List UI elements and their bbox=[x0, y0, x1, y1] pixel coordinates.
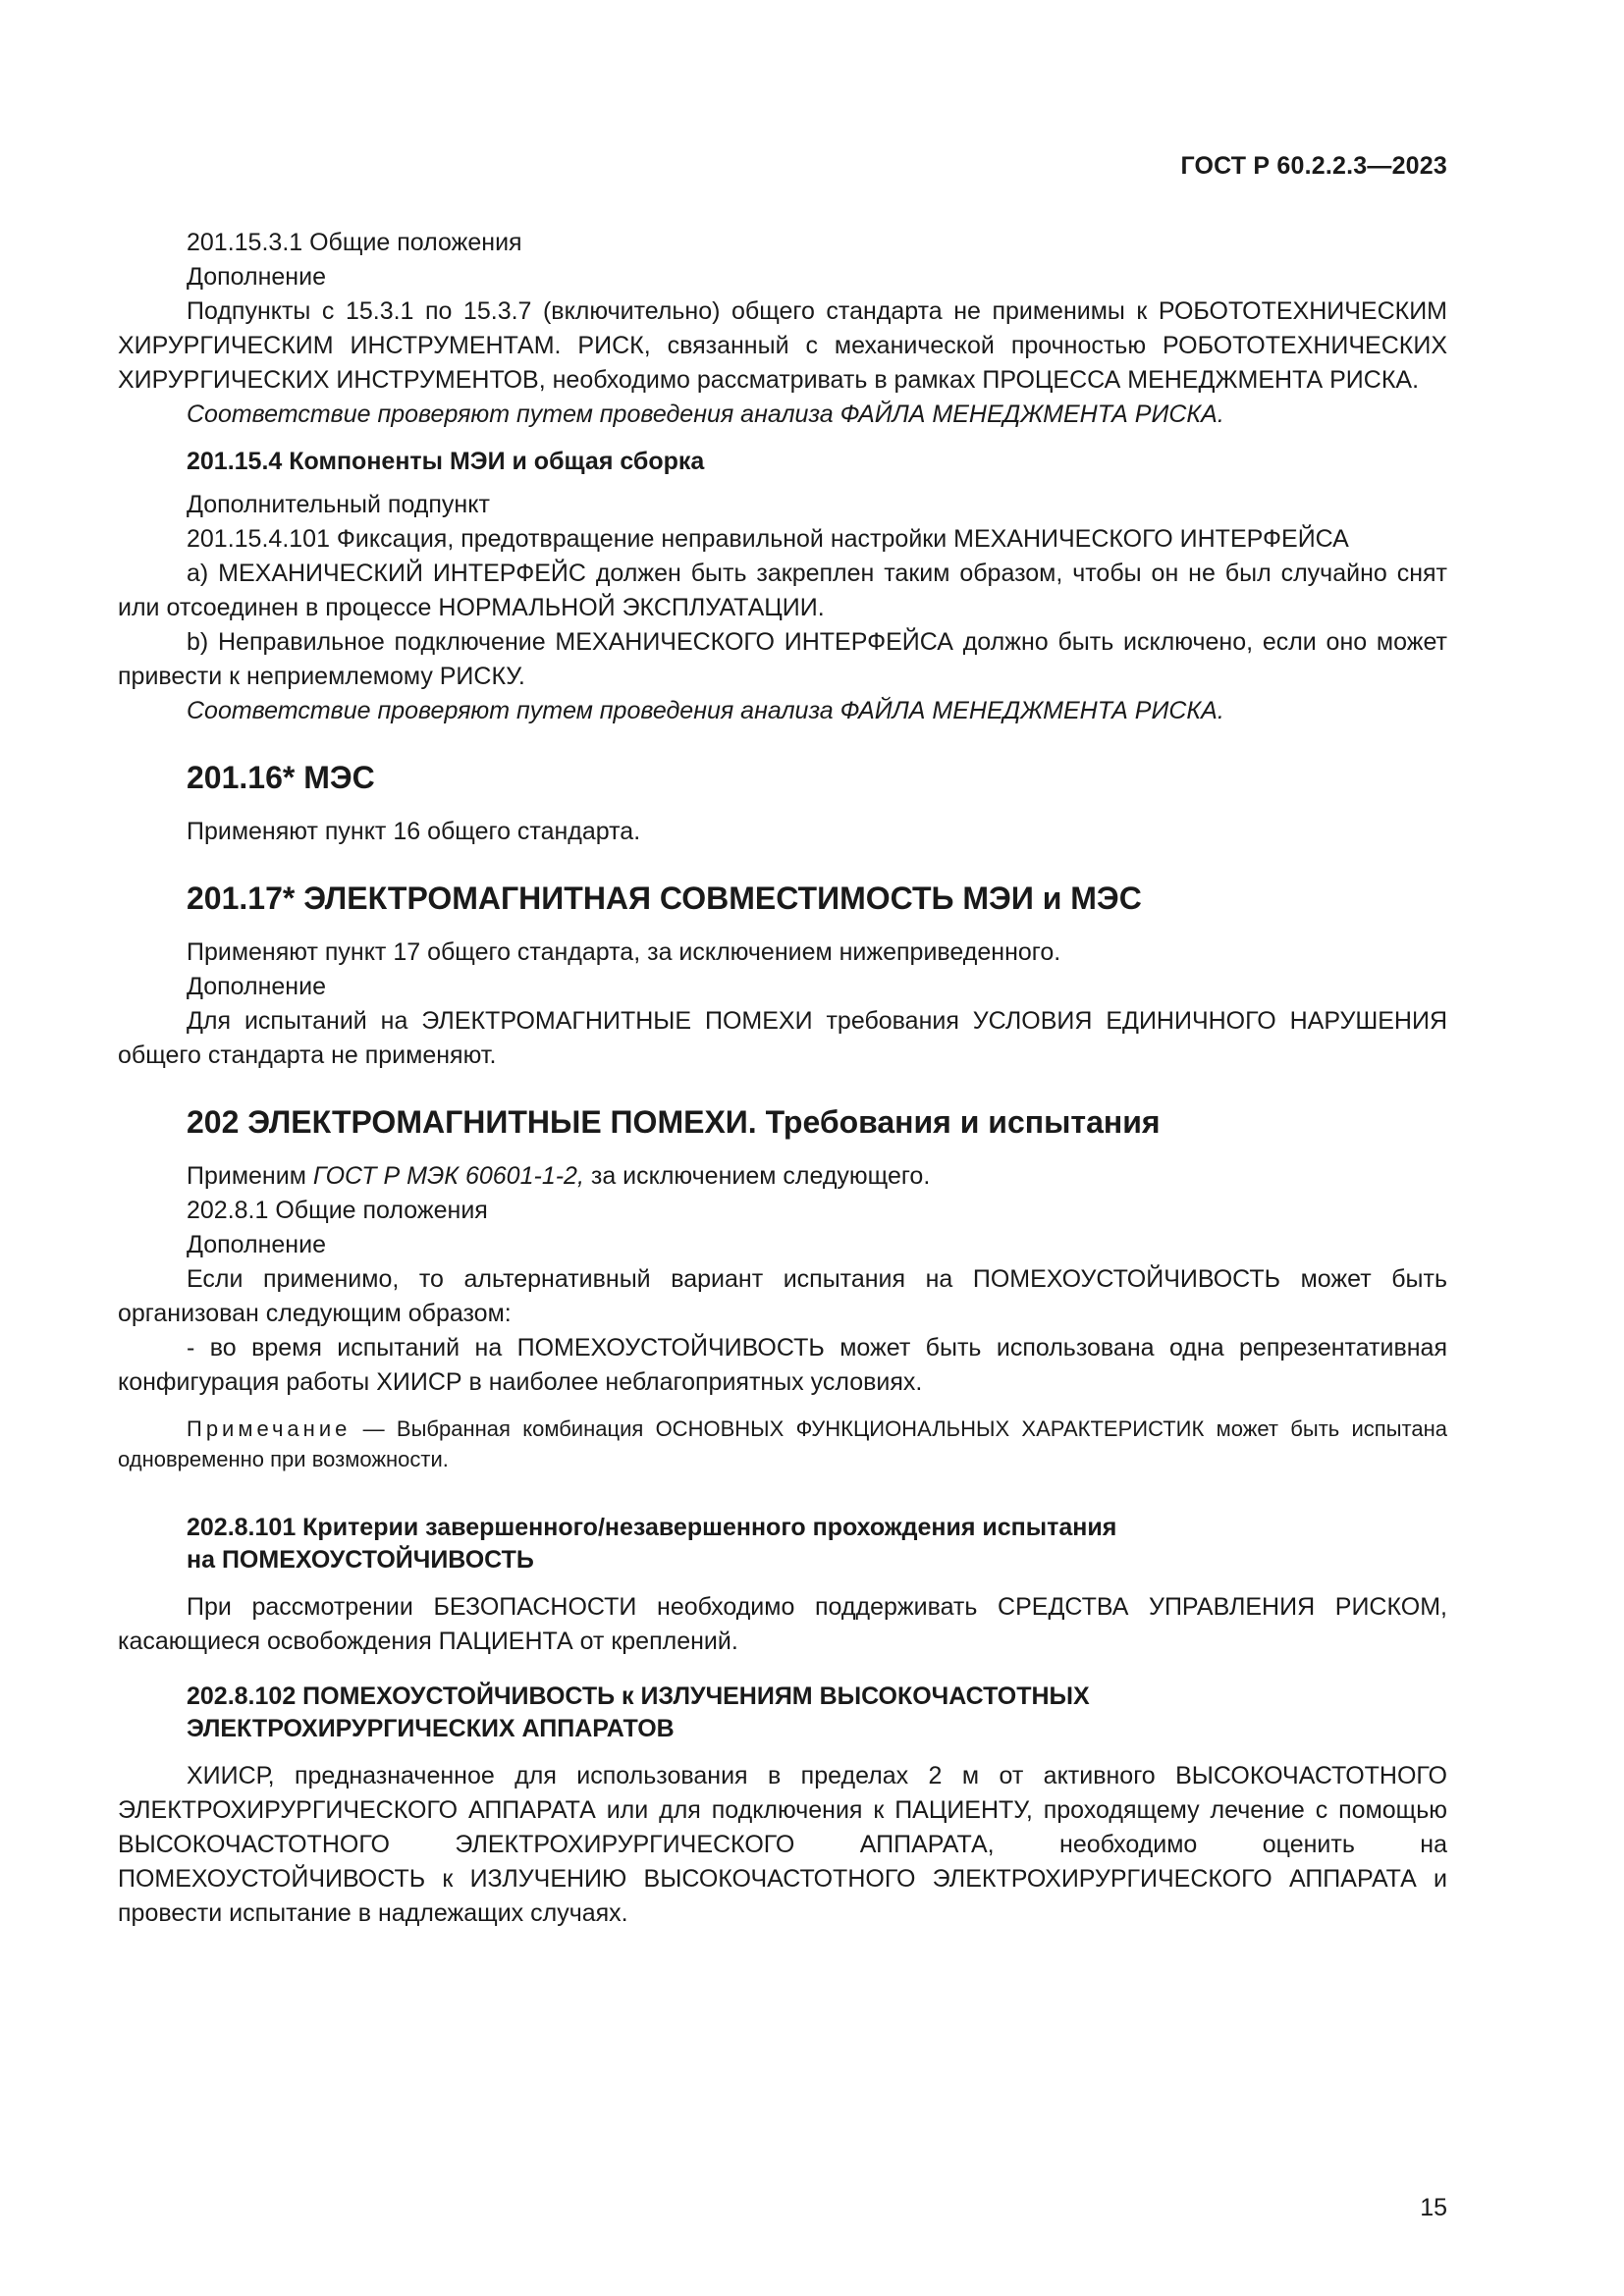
paragraph: Для испытаний на ЭЛЕКТРОМАГНИТНЫЕ ПОМЕХИ требования УСЛОВИЯ ЕДИНИЧНОГО НАРУШЕНИЯ общего стандарта не применяют. bbox=[118, 1007, 1447, 1069]
clause-number: 202.8.1 Общие положения bbox=[187, 1197, 488, 1224]
paragraph: Если применимо, то альтернативный вариант испытания на ПОМЕХОУСТОЙЧИВОСТЬ может быть организован следующим образом: bbox=[118, 1265, 1447, 1327]
heading-line: 202.8.101 Критерии завершенного/незавершенного прохождения испытания bbox=[187, 1514, 1117, 1541]
document-page bbox=[118, 0, 1447, 2296]
section-heading: 201.15.4 Компоненты МЭИ и общая сборка bbox=[187, 448, 705, 475]
compliance-check: Соответствие проверяют путем проведения анализа ФАЙЛА МЕНЕДЖМЕНТА РИСКА. bbox=[187, 697, 1224, 724]
list-item-b: b) Неправильное подключение МЕХАНИЧЕСКОГО ИНТЕРФЕЙСА должно быть исключено, если оно может привести к неприемлемому РИСКУ. bbox=[118, 628, 1447, 690]
paragraph: Применяют пункт 16 общего стандарта. bbox=[187, 818, 641, 845]
section-heading bbox=[118, 1681, 1447, 1745]
compliance-check: Соответствие проверяют путем проведения анализа ФАЙЛА МЕНЕДЖМЕНТА РИСКА. bbox=[187, 400, 1224, 428]
paragraph-reference bbox=[118, 1159, 1447, 1194]
addition-label: Дополнение bbox=[187, 1231, 326, 1258]
paragraph: При рассмотрении БЕЗОПАСНОСТИ необходимо поддерживать СРЕДСТВА УПРАВЛЕНИЯ РИСКОМ, касающиеся освобождения ПАЦИЕНТА от креплений. bbox=[118, 1593, 1447, 1655]
apply-text: Применим bbox=[187, 1162, 313, 1190]
standard-reference: ГОСТ Р МЭК 60601-1-2, bbox=[312, 1162, 584, 1190]
document-header-id: ГОСТ Р 60.2.2.3—2023 bbox=[1180, 152, 1447, 180]
note-label: Примечание bbox=[187, 1416, 352, 1441]
clause-item: 201.15.4.101 Фиксация, предотвращение неправильной настройки МЕХАНИЧЕСКОГО ИНТЕРФЕЙСА bbox=[187, 525, 1349, 553]
paragraph: Применяют пункт 17 общего стандарта, за исключением нижеприведенного. bbox=[187, 938, 1061, 966]
bullet-item: - во время испытаний на ПОМЕХОУСТОЙЧИВОСТЬ может быть использована одна репрезентативная конфигурация работы ХИИСР в наиболее неблагоприятных условиях. bbox=[118, 1334, 1447, 1396]
list-item-a: а) МЕХАНИЧЕСКИЙ ИНТЕРФЕЙС должен быть закреплен таким образом, чтобы он не был случайно снят или отсоединен в процессе НОРМАЛЬНОЙ ЭКСПЛУАТАЦИИ. bbox=[118, 560, 1447, 621]
addition-label: Дополнение bbox=[187, 263, 326, 291]
paragraph: Подпункты с 15.3.1 по 15.3.7 (включительно) общего стандарта не применимы к РОБОТОТЕХНИЧЕСКИМ ХИРУРГИЧЕСКИМ ИНСТРУМЕНТАМ. РИСК, связанный с механической прочностью РОБОТОТЕХНИЧЕСКИХ ХИРУРГИЧЕСКИХ ИНСТРУМЕНТОВ, необходимо рассматривать в рамках ПРОЦЕССА МЕНЕДЖМЕНТА РИСКА. bbox=[118, 297, 1447, 394]
document-body bbox=[118, 226, 1447, 1931]
clause-heading: 201.16* МЭС bbox=[187, 760, 375, 795]
note bbox=[118, 1414, 1447, 1474]
clause-heading: 201.17* ЭЛЕКТРОМАГНИТНАЯ СОВМЕСТИМОСТЬ МЭИ и МЭС bbox=[187, 881, 1142, 916]
clause-number: 201.15.3.1 Общие положения bbox=[187, 229, 522, 256]
addition-label: Дополнение bbox=[187, 973, 326, 1000]
note-text: — Выбранная комбинация ОСНОВНЫХ ФУНКЦИОНАЛЬНЫХ ХАРАКТЕРИСТИК может быть испытана одновременно при возможности. bbox=[118, 1416, 1447, 1471]
page-number: 15 bbox=[1420, 2194, 1447, 2221]
heading-line: ЭЛЕКТРОХИРУРГИЧЕСКИХ АППАРАТОВ bbox=[187, 1715, 675, 1742]
apply-text-tail: за исключением следующего. bbox=[583, 1162, 931, 1190]
section-heading bbox=[118, 1512, 1447, 1576]
paragraph: ХИИСР, предназначенное для использования в пределах 2 м от активного ВЫСОКОЧАСТОТНОГО ЭЛЕКТРОХИРУРГИЧЕСКОГО АППАРАТА или для подключения к ПАЦИЕНТУ, проходящему лечение с помощью ВЫСОКОЧАСТОТНОГО ЭЛЕКТРОХИРУРГИЧЕСКОГО АППАРАТА, необходимо оценить на ПОМЕХОУСТОЙЧИВОСТЬ к ИЗЛУЧЕНИЮ ВЫСОКОЧАСТОТНОГО ЭЛЕКТРОХИРУРГИЧЕСКОГО АППАРАТА и провести испытание в надлежащих случаях. bbox=[118, 1762, 1447, 1927]
heading-line: на ПОМЕХОУСТОЙЧИВОСТЬ bbox=[187, 1546, 534, 1574]
clause-heading: 202 ЭЛЕКТРОМАГНИТНЫЕ ПОМЕХИ. Требования и испытания bbox=[187, 1104, 1161, 1140]
additional-subclause-label: Дополнительный подпункт bbox=[187, 491, 490, 518]
heading-line: 202.8.102 ПОМЕХОУСТОЙЧИВОСТЬ к ИЗЛУЧЕНИЯМ ВЫСОКОЧАСТОТНЫХ bbox=[187, 1682, 1090, 1710]
